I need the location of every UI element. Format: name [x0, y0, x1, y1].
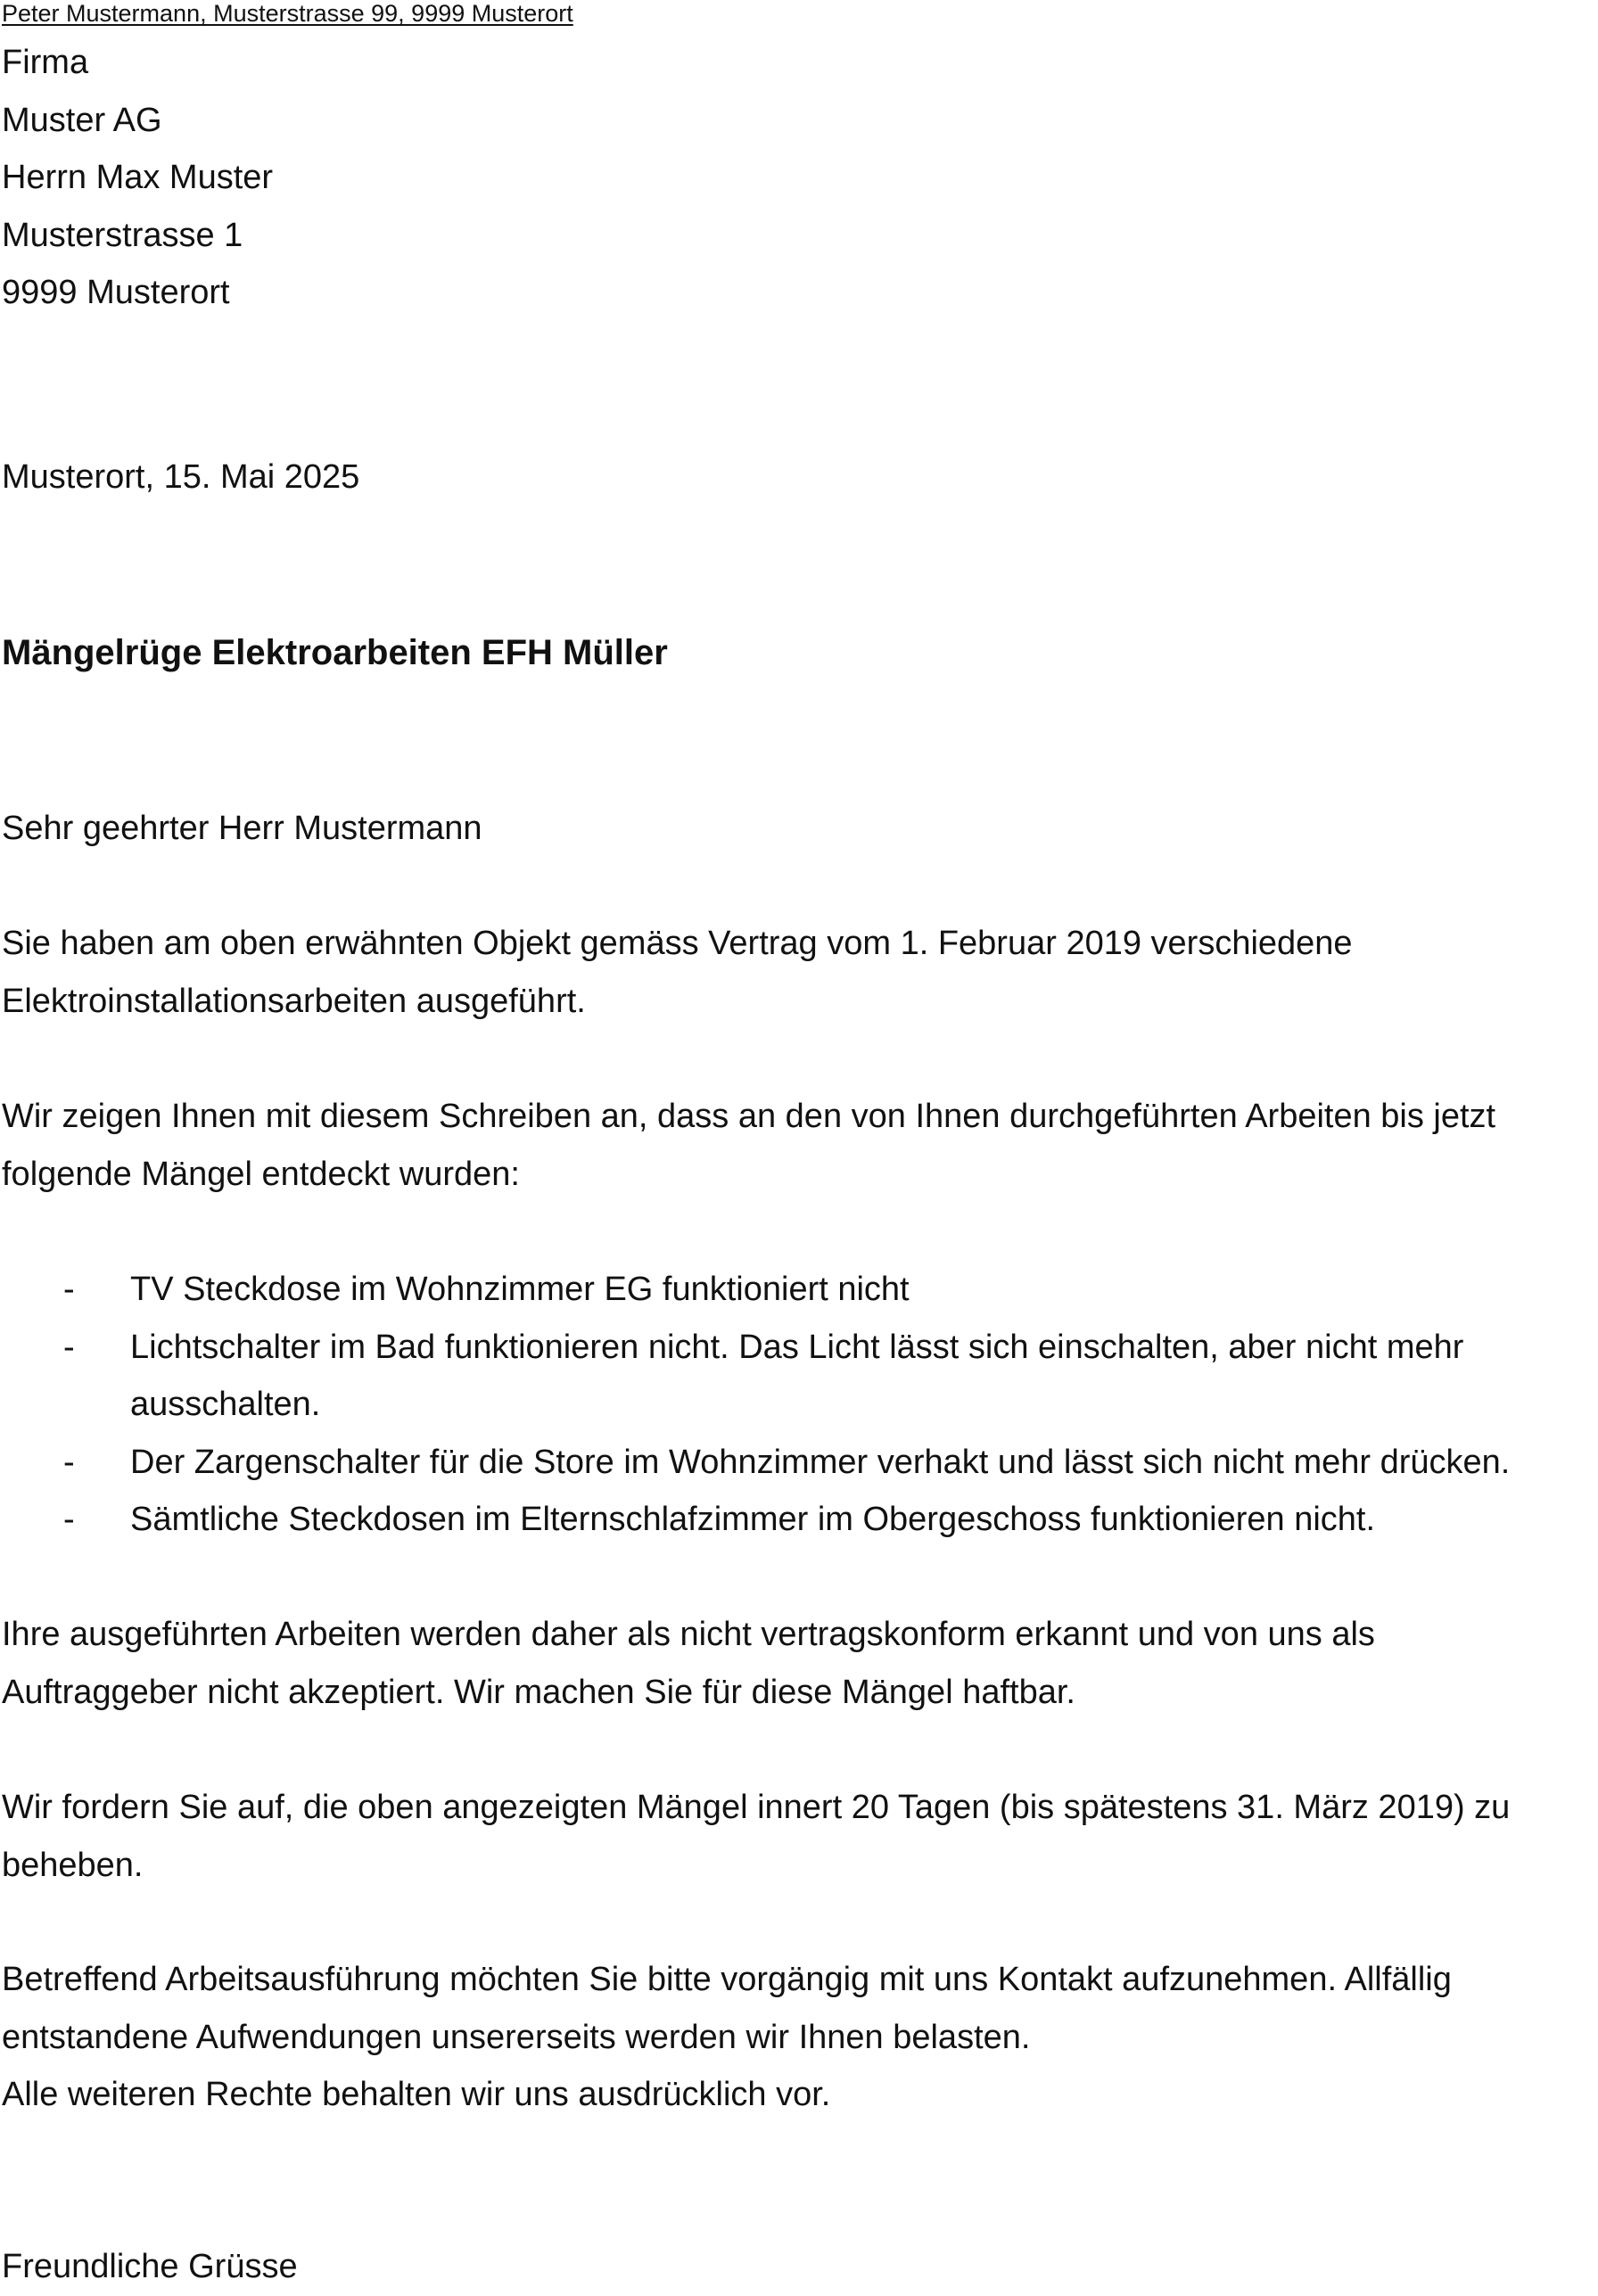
paragraph-line: Betreffend Arbeitsausführung möchten Sie bitte vorgängig mit uns Kontakt aufzunehmen. Allfällig — [2, 1961, 1452, 1998]
defect-item — [0, 1319, 1510, 1434]
defect-item — [0, 1491, 1510, 1549]
paragraph-line: Ihre ausgeführten Arbeiten werden daher als nicht vertragskonform erkannt und von uns als — [2, 1616, 1375, 1653]
list-dash: - — [63, 1443, 75, 1481]
defect-item — [0, 1261, 1510, 1319]
paragraph-line: beheben. — [2, 1846, 144, 1884]
recipient-line-person: Herrn Max Muster — [2, 159, 274, 196]
list-dash: - — [63, 1501, 75, 1538]
paragraph-contact — [2, 1951, 1452, 2124]
paragraph-line: Elektroinstallationsarbeiten ausgeführt. — [2, 982, 586, 1020]
paragraph-line: entstandene Aufwendungen unsererseits werden wir Ihnen belasten. — [2, 2018, 1031, 2056]
defect-text-continued: ausschalten. — [130, 1386, 321, 1423]
defect-list — [0, 1261, 1510, 1549]
recipient-line-street: Musterstrasse 1 — [2, 216, 243, 254]
defect-text: TV Steckdose im Wohnzimmer EG funktioniert nicht — [130, 1271, 910, 1308]
list-dash: - — [63, 1271, 75, 1308]
paragraph-notice — [2, 1088, 1495, 1203]
paragraph-contract — [2, 915, 1353, 1030]
paragraph-line: Auftraggeber nicht akzeptiert. Wir machen Sie für diese Mängel haftbar. — [2, 1673, 1075, 1711]
recipient-line-company-type: Firma — [2, 44, 89, 81]
defect-text: Sämtliche Steckdosen im Elternschlafzimmer im Obergeschoss funktionieren nicht. — [130, 1501, 1376, 1538]
closing-greeting: Freundliche Grüsse — [2, 2248, 298, 2285]
defect-item — [0, 1434, 1510, 1492]
paragraph-line: folgende Mängel entdeckt wurden: — [2, 1155, 520, 1193]
paragraph-line: Wir zeigen Ihnen mit diesem Schreiben an, dass an den von Ihnen durchgeführten Arbeiten bis jetzt — [2, 1098, 1496, 1135]
paragraph-deadline — [2, 1779, 1510, 1894]
defect-text: Lichtschalter im Bad funktionieren nicht. Das Licht lässt sich einschalten, aber nicht mehr — [130, 1328, 1464, 1366]
recipient-line-city: 9999 Musterort — [2, 274, 230, 311]
paragraph-line: Sie haben am oben erwähnten Objekt gemäss Vertrag vom 1. Februar 2019 verschiedene — [2, 925, 1353, 962]
letter-date: Musterort, 15. Mai 2025 — [2, 458, 360, 496]
recipient-address — [2, 34, 273, 322]
paragraph-line: Alle weiteren Rechte behalten wir uns ausdrücklich vor. — [2, 2076, 831, 2113]
salutation: Sehr geehrter Herr Mustermann — [2, 810, 482, 847]
sender-address-line: Peter Mustermann, Musterstrasse 99, 9999 Musterort — [2, 0, 573, 27]
paragraph-liability — [2, 1606, 1375, 1721]
paragraph-line: Wir fordern Sie auf, die oben angezeigten Mängel innert 20 Tagen (bis spätestens 31. März 2019) zu — [2, 1789, 1511, 1826]
defect-text: Der Zargenschalter für die Store im Wohnzimmer verhakt und lässt sich nicht mehr drücken. — [130, 1443, 1511, 1481]
recipient-line-company: Muster AG — [2, 101, 162, 139]
list-dash: - — [63, 1328, 75, 1366]
letter-subject: Mängelrüge Elektroarbeiten EFH Müller — [2, 633, 668, 672]
